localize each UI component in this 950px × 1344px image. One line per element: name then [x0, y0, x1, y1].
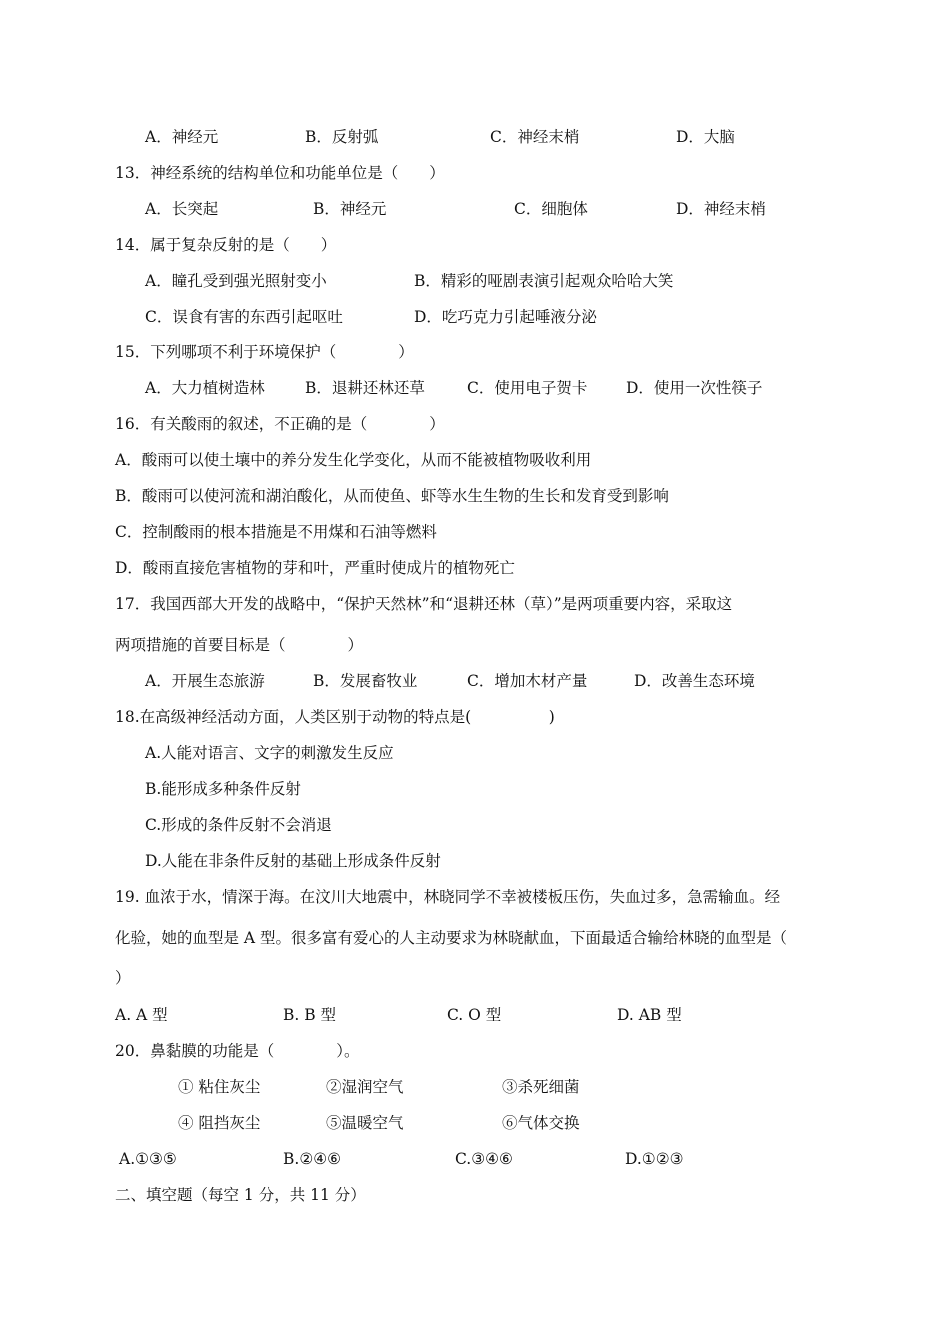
q18-option-c: C.形成的条件反射不会消退	[145, 816, 332, 834]
q19-option-d: D. AB 型	[617, 1006, 682, 1024]
q15-stem: 15．下列哪项不利于环境保护（ ）	[115, 343, 414, 361]
q18-option-a: A.人能对语言、文字的刺激发生反应	[145, 744, 394, 762]
q20-option-d: D.①②③	[625, 1150, 684, 1168]
q17-stem-line2: 两项措施的首要目标是（ ）	[115, 636, 364, 654]
q16-option-b: B．酸雨可以使河流和湖泊酸化，从而使鱼、虾等水生生物的生长和发育受到影响	[115, 487, 669, 505]
q20-option-b: B.②④⑥	[283, 1150, 342, 1168]
q20-stem: 20．鼻黏膜的功能是（ ）。	[115, 1042, 360, 1060]
q14-option-a: A．瞳孔受到强光照射变小	[145, 272, 327, 290]
q15-option-b: B．退耕还林还草	[305, 379, 425, 397]
q14-option-c: C．误食有害的东西引起呕吐	[145, 308, 343, 326]
q13-option-c: C．细胞体	[514, 200, 588, 218]
q18-option-d: D.人能在非条件反射的基础上形成条件反射	[145, 852, 441, 870]
q16-stem: 16．有关酸雨的叙述，不正确的是（ ）	[115, 415, 445, 433]
q19-option-b: B. B 型	[283, 1006, 337, 1024]
q16-option-c: C．控制酸雨的根本措施是不用煤和石油等燃料	[115, 523, 437, 541]
q20-option-a: A.①③⑤	[119, 1150, 177, 1168]
q12-option-b: B．反射弧	[305, 128, 379, 146]
q19-stem-line3: ）	[115, 969, 131, 987]
q17-option-d: D．改善生态环境	[634, 672, 755, 690]
q17-option-c: C．增加木材产量	[467, 672, 588, 690]
q15-option-d: D．使用一次性筷子	[626, 379, 763, 397]
q14-option-d: D．吃巧克力引起唾液分泌	[414, 308, 597, 326]
section-2-heading: 二、填空题（每空 1 分，共 11 分）	[115, 1186, 366, 1204]
q20-item-1: ① 粘住灰尘	[178, 1078, 261, 1096]
q12-option-d: D．大脑	[676, 128, 735, 146]
q16-option-d: D．酸雨直接危害植物的芽和叶，严重时使成片的植物死亡	[115, 559, 515, 577]
q13-option-d: D．神经末梢	[676, 200, 766, 218]
q14-stem: 14．属于复杂反射的是（ ）	[115, 236, 337, 254]
q15-option-c: C．使用电子贺卡	[467, 379, 588, 397]
q12-option-a: A．神经元	[145, 128, 219, 146]
q15-option-a: A．大力植树造林	[145, 379, 265, 397]
q20-option-c: C.③④⑥	[455, 1150, 513, 1168]
q14-option-b: B．精彩的哑剧表演引起观众哈哈大笑	[414, 272, 674, 290]
q13-stem: 13．神经系统的结构单位和功能单位是（ ）	[115, 164, 445, 182]
q19-option-c: C. O 型	[447, 1006, 502, 1024]
q17-stem-line1: 17．我国西部大开发的战略中，“保护天然林”和“退耕还林（草）”是两项重要内容，采取这	[115, 595, 733, 613]
q20-item-3: ③杀死细菌	[502, 1078, 580, 1096]
q18-option-b: B.能形成多种条件反射	[145, 780, 301, 798]
q20-item-2: ②湿润空气	[326, 1078, 404, 1096]
q16-option-a: A．酸雨可以使土壤中的养分发生化学变化，从而不能被植物吸收利用	[115, 451, 592, 469]
q18-stem: 18.在高级神经活动方面，人类区别于动物的特点是( )	[115, 708, 555, 726]
q12-option-c: C．神经末梢	[490, 128, 580, 146]
q20-item-6: ⑥气体交换	[502, 1114, 580, 1132]
q17-option-b: B．发展畜牧业	[313, 672, 418, 690]
q20-item-5: ⑤温暖空气	[326, 1114, 404, 1132]
q13-option-a: A．长突起	[145, 200, 219, 218]
q13-option-b: B．神经元	[313, 200, 387, 218]
q19-option-a: A. A 型	[115, 1006, 168, 1024]
q19-stem-line1: 19. 血浓于水，情深于海。在汶川大地震中，林晓同学不幸被楼板压伤，失血过多，急需输血。经	[115, 888, 781, 906]
q17-option-a: A．开展生态旅游	[145, 672, 265, 690]
q20-item-4: ④ 阻挡灰尘	[178, 1114, 261, 1132]
q19-stem-line2: 化验，她的血型是 A 型。很多富有爱心的人主动要求为林晓献血，下面最适合输给林晓的血型是（	[115, 929, 788, 947]
